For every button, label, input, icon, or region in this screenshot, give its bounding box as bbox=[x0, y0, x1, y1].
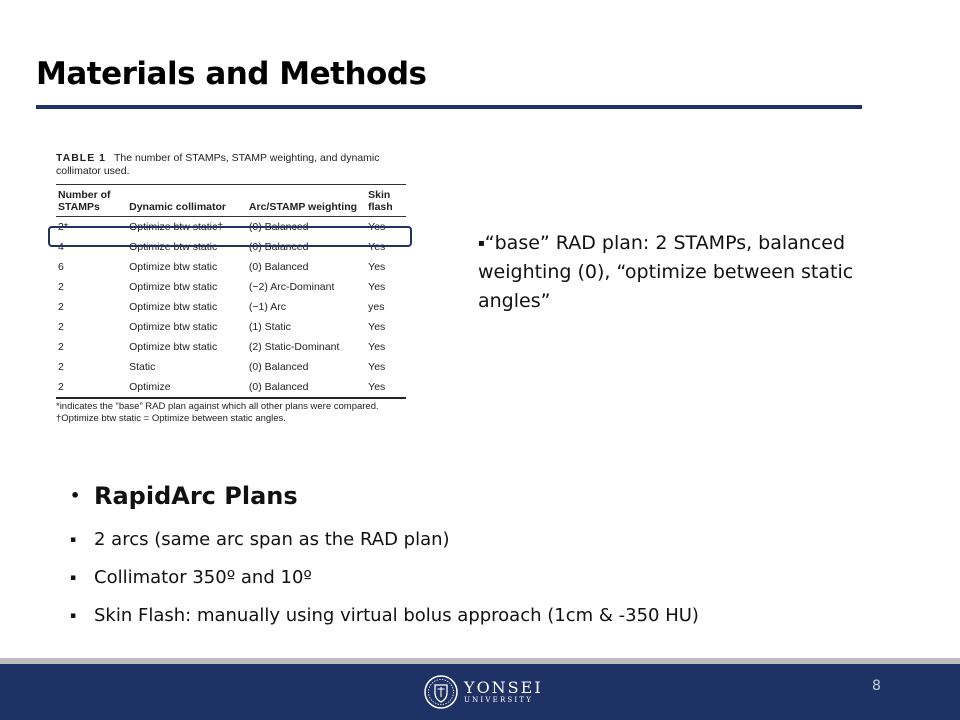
cell-skin-flash: Yes bbox=[368, 261, 386, 273]
logo-sub-text: UNIVERSITY bbox=[464, 696, 534, 704]
rapidarc-heading-text: RapidArc Plans bbox=[94, 482, 298, 510]
cell-collimator: Optimize btw static bbox=[129, 301, 218, 313]
table-footnotes bbox=[56, 401, 406, 425]
header-dynamic-collimator: Dynamic collimator bbox=[127, 185, 247, 217]
logo-wordmark bbox=[464, 679, 543, 705]
base-plan-highlight-box bbox=[48, 226, 412, 247]
table-row bbox=[56, 377, 406, 398]
cell-stamps: 2* bbox=[58, 221, 68, 233]
stamps-table bbox=[56, 184, 406, 399]
cell-stamps: 6 bbox=[58, 261, 64, 273]
base-plan-note bbox=[478, 229, 878, 316]
cell-collimator: Optimize btw static bbox=[129, 261, 218, 273]
cell-stamps: 2 bbox=[58, 381, 64, 393]
list-item-text: 2 arcs (same arc span as the RAD plan) bbox=[94, 529, 450, 550]
footnote-base-plan: *indicates the “base” RAD plan against which all other plans were compared. bbox=[56, 401, 379, 412]
logo-main-text: YONSEI bbox=[464, 678, 543, 697]
cell-stamps: 2 bbox=[58, 341, 64, 353]
table-header-row bbox=[56, 185, 406, 217]
cell-collimator: Optimize btw static† bbox=[129, 221, 224, 233]
header-number-of-stamps: Number of STAMPs bbox=[56, 185, 127, 217]
square-bullet-icon: ▪ bbox=[70, 611, 77, 621]
cell-weighting: (0) Balanced bbox=[248, 361, 309, 373]
cell-weighting: (−2) Arc-Dominant bbox=[248, 281, 335, 293]
list-item bbox=[70, 597, 870, 635]
rapidarc-heading bbox=[70, 479, 870, 513]
table-row bbox=[56, 297, 406, 317]
cell-skin-flash: Yes bbox=[368, 381, 386, 393]
cell-collimator: Optimize btw static bbox=[129, 241, 218, 253]
cell-skin-flash: Yes bbox=[368, 241, 386, 253]
square-bullet-icon: ▪ bbox=[70, 535, 77, 545]
rapidarc-list bbox=[70, 521, 870, 635]
list-item bbox=[70, 559, 870, 597]
table-caption-text: The number of STAMPs, STAMP weighting, and dynamic collimator used. bbox=[56, 152, 380, 177]
cell-weighting: (−1) Arc bbox=[248, 301, 286, 313]
table-label: TABLE 1 bbox=[56, 152, 106, 164]
square-bullet-icon: ▪ bbox=[478, 238, 485, 249]
yonsei-logo bbox=[424, 674, 543, 710]
table-row bbox=[56, 357, 406, 377]
cell-weighting: (0) Balanced bbox=[248, 221, 309, 233]
cell-skin-flash: Yes bbox=[368, 341, 386, 353]
cell-collimator: Optimize bbox=[129, 381, 171, 393]
round-bullet-icon: • bbox=[70, 486, 81, 505]
list-item-text: Collimator 350º and 10º bbox=[94, 567, 312, 588]
list-item-text: Skin Flash: manually using virtual bolus approach (1cm & -350 HU) bbox=[94, 605, 699, 626]
cell-weighting: (0) Balanced bbox=[248, 261, 309, 273]
cell-collimator: Optimize btw static bbox=[129, 281, 218, 293]
cell-skin-flash: Yes bbox=[368, 221, 386, 233]
header-arc-stamp-weighting: Arc/STAMP weighting bbox=[247, 185, 366, 217]
base-plan-note-text: “base” RAD plan: 2 STAMPs, balanced weighting (0), “optimize between static angles” bbox=[478, 232, 854, 312]
square-bullet-icon: ▪ bbox=[70, 573, 77, 583]
footnote-optimize-btw: †Optimize btw static = Optimize between static angles. bbox=[56, 413, 286, 424]
cell-stamps: 2 bbox=[58, 281, 64, 293]
cell-stamps: 2 bbox=[58, 301, 64, 313]
footer-bar bbox=[0, 664, 960, 720]
cell-skin-flash: Yes bbox=[368, 361, 386, 373]
page-number: 8 bbox=[872, 678, 881, 694]
table-row bbox=[56, 277, 406, 297]
cell-stamps: 2 bbox=[58, 321, 64, 333]
cell-skin-flash: Yes bbox=[368, 281, 386, 293]
table-figure bbox=[56, 152, 406, 425]
table-row bbox=[56, 337, 406, 357]
slide-title: Materials and Methods bbox=[36, 56, 427, 92]
cell-weighting: (1) Static bbox=[248, 321, 291, 333]
rapidarc-section bbox=[70, 479, 870, 635]
cell-collimator: Static bbox=[129, 361, 156, 373]
table-row bbox=[56, 317, 406, 337]
cell-collimator: Optimize btw static bbox=[129, 341, 218, 353]
yonsei-seal-icon bbox=[424, 675, 458, 709]
table-caption bbox=[56, 152, 406, 178]
table-row bbox=[56, 257, 406, 277]
header-skin-flash: Skin flash bbox=[366, 185, 406, 217]
cell-stamps: 4 bbox=[58, 241, 64, 253]
cell-collimator: Optimize btw static bbox=[129, 321, 218, 333]
cell-skin-flash: yes bbox=[368, 301, 385, 313]
cell-skin-flash: Yes bbox=[368, 321, 386, 333]
title-underline bbox=[36, 105, 862, 109]
cell-weighting: (0) Balanced bbox=[248, 241, 309, 253]
cell-weighting: (2) Static-Dominant bbox=[248, 341, 340, 353]
cell-weighting: (0) Balanced bbox=[248, 381, 309, 393]
cell-stamps: 2 bbox=[58, 361, 64, 373]
list-item bbox=[70, 521, 870, 559]
